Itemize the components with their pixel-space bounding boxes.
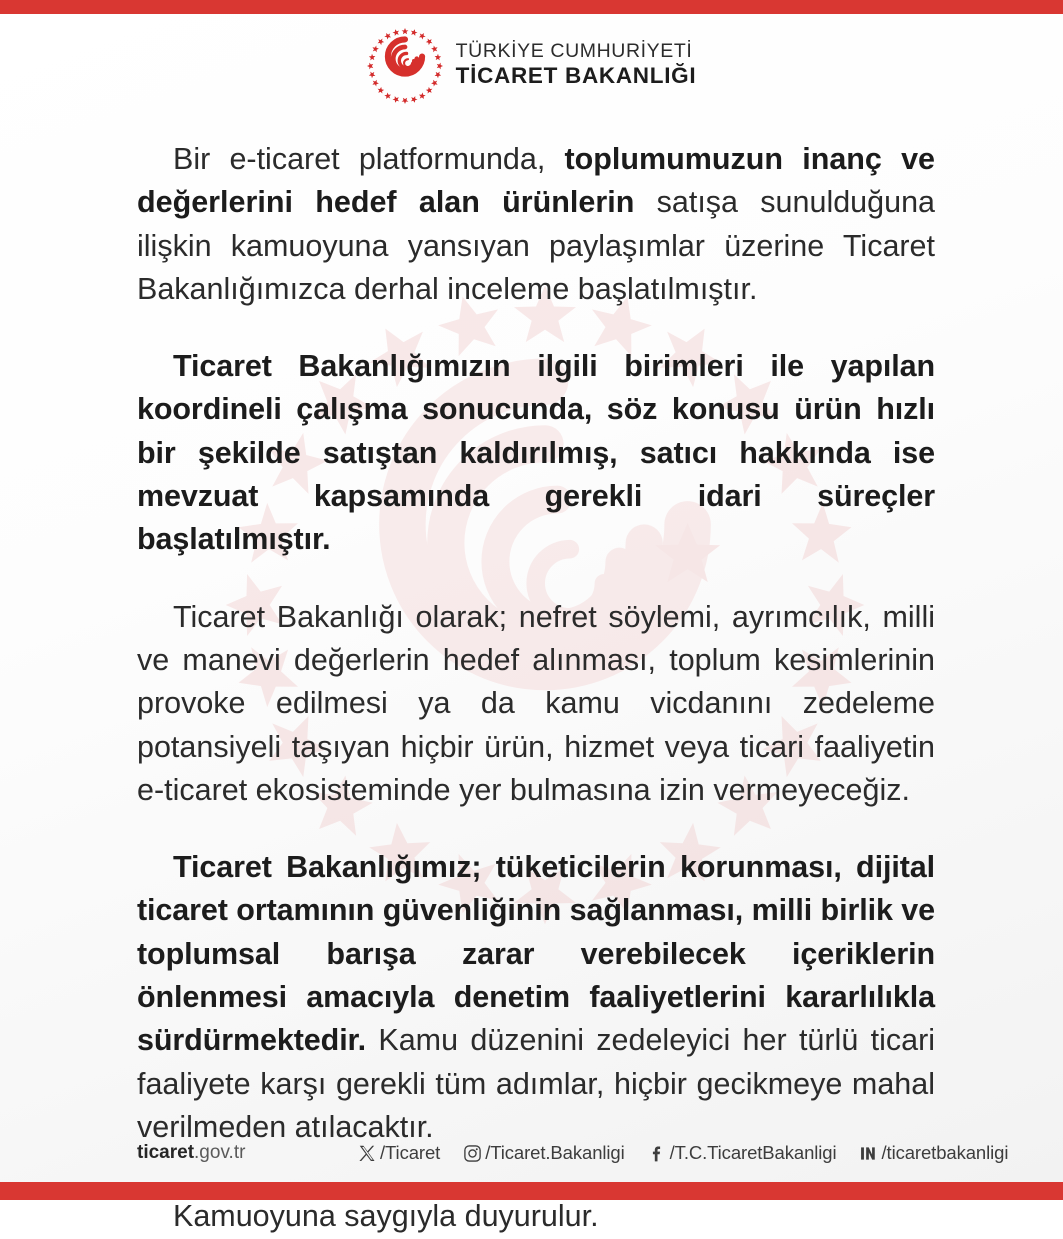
social-link-instagram[interactable] (462, 1142, 624, 1164)
statement-body (137, 138, 935, 1239)
x-twitter-icon (357, 1143, 378, 1164)
social-link-x[interactable] (357, 1142, 440, 1164)
ministry-wordmark (456, 41, 697, 90)
paragraph-closing-run-1: Kamuoyuna saygıyla duyurulur. (173, 1199, 599, 1234)
paragraph-4-run-2: Kamu düzenini zedeleyici her türlü ticari faaliyete karşı gerekli tüm adımlar, hiçbir gecikmeye mahal verilmeden atılacaktır. (137, 1023, 935, 1144)
ministry-wordmark-line2: TİCARET BAKANLIĞI (455, 63, 697, 89)
nsosyal-icon (858, 1143, 879, 1164)
paragraph-4-run-1: Ticaret Bakanlığımız; tüketicilerin korunması, dijital ticaret ortamının güvenliğinin sağlanması, milli birlik ve toplumsal barışa zarar verebilecek içeriklerin önlenmesi amacıyla denetim faaliyetlerini kararlılıkla sürdürmektedir. (137, 850, 935, 1058)
paragraph-1-run-3: satışa sunulduğuna ilişkin kamuoyuna yansıyan paylaşımlar üzerine Ticaret Bakanlığımızca derhal inceleme başlatılmıştır. (137, 185, 935, 306)
paragraph-2 (137, 345, 935, 561)
paragraph-3-run-1: Ticaret Bakanlığı olarak; nefret söylemi, ayrımcılık, milli ve manevi değerlerin hedef alınması, toplum kesimlerinin provoke edilmesi ya da kamu vicdanını zedeleme potansiyeli taşıyan hiçbir ürün, hizmet veya ticari faaliyetin e-ticaret ekosisteminde yer bulmasına izin vermeyeceğiz. (137, 599, 935, 807)
paragraph-closing (137, 1195, 935, 1238)
social-links (357, 1142, 1008, 1164)
facebook-icon (647, 1143, 668, 1164)
ministry-header (0, 26, 1063, 106)
paragraph-3 (137, 596, 935, 812)
footer (0, 1124, 1063, 1182)
social-handle-x: /Ticaret (380, 1142, 441, 1163)
website-tld: .gov.tr (194, 1142, 246, 1163)
social-link-nsosyal[interactable] (858, 1142, 1008, 1164)
paragraph-4 (137, 846, 935, 1149)
social-handle-nsosyal: /ticaretbakanligi (881, 1142, 1009, 1163)
website-name: ticaret (137, 1142, 195, 1163)
paragraph-1-run-2: toplumumuzun inanç ve değerlerini hedef alan ürünlerin (137, 142, 936, 220)
ministry-wordmark-line1: TÜRKİYE CUMHURİYETİ (455, 40, 693, 63)
social-link-facebook[interactable] (647, 1142, 837, 1164)
turkiye-ministry-emblem-icon (367, 28, 443, 104)
social-handle-instagram: /Ticaret.Bakanligi (485, 1142, 625, 1163)
social-handle-facebook: /T.C.TicaretBakanligi (669, 1142, 837, 1163)
instagram-icon (462, 1143, 483, 1164)
paragraph-1 (137, 138, 935, 311)
paragraph-1-run-1: Bir e-ticaret platformunda, (173, 142, 565, 176)
top-accent-bar (0, 0, 1063, 14)
paragraph-2-run-1: Ticaret Bakanlığımızın ilgili birimleri ile yapılan koordineli çalışma sonucunda, söz konusu ürün hızlı bir şekilde satıştan kaldırılmış, satıcı hakkında ise mevzuat kapsamında gerekli idari süreçler başlatılmıştır. (137, 349, 935, 557)
website-link[interactable] (137, 1142, 245, 1164)
